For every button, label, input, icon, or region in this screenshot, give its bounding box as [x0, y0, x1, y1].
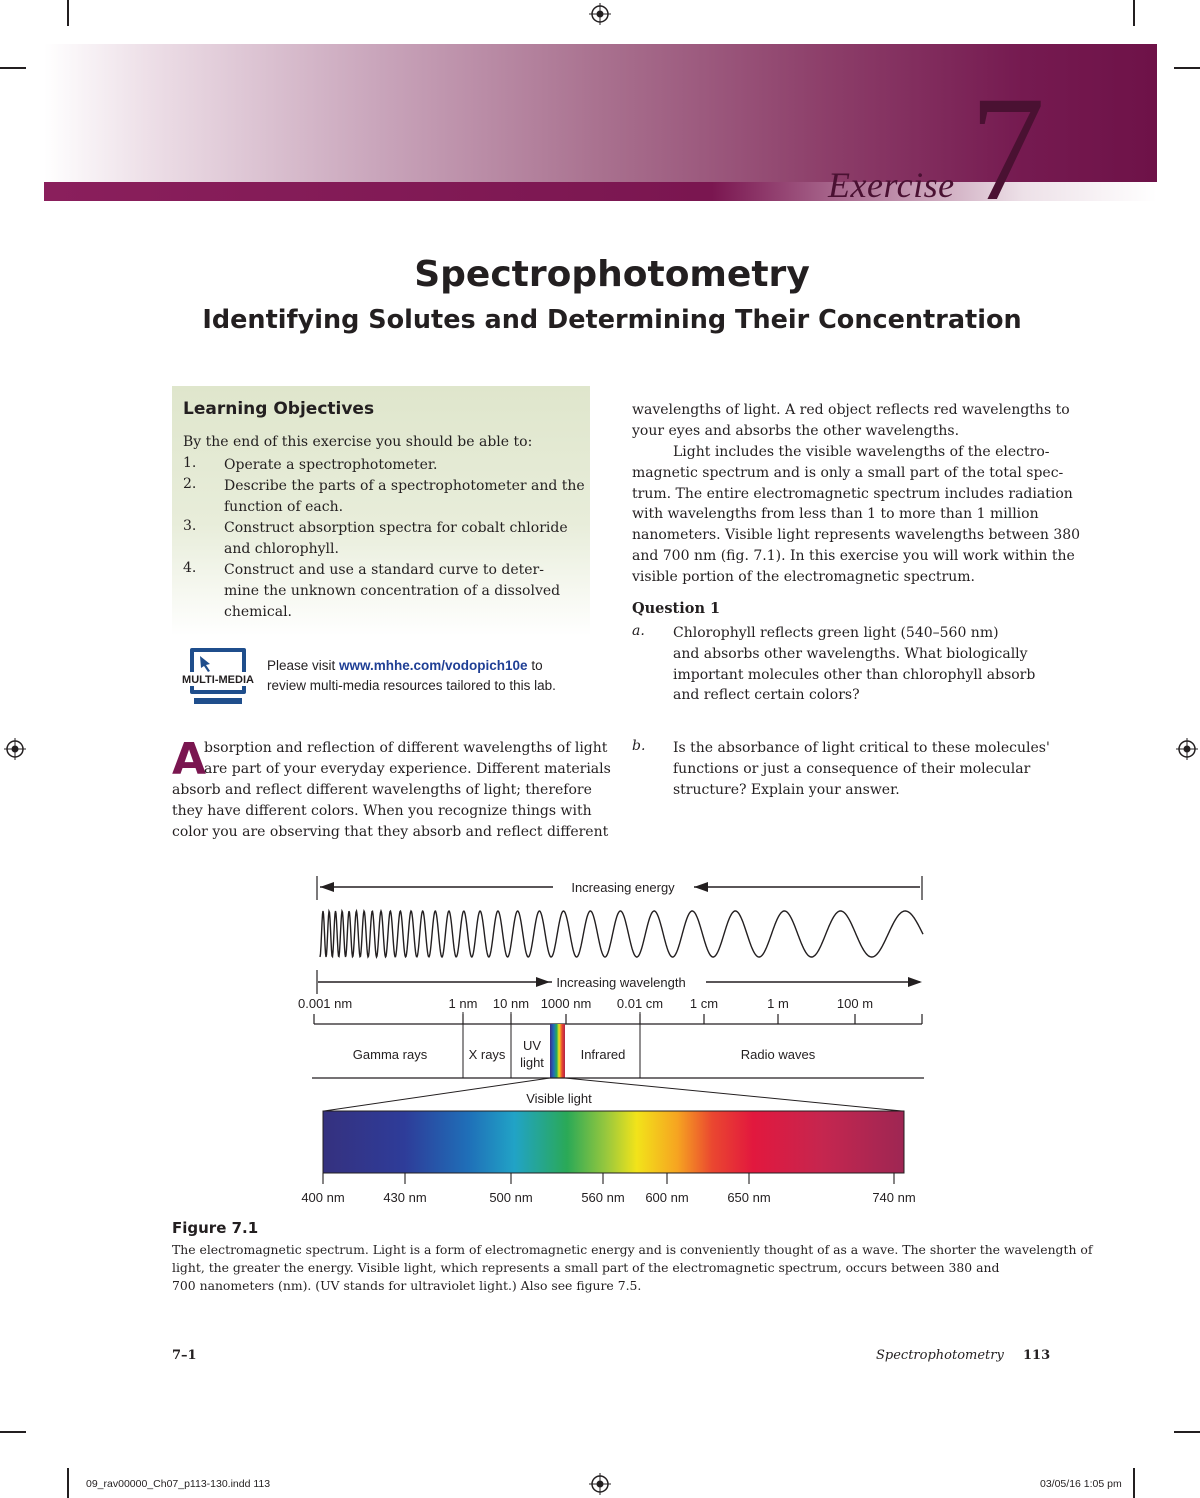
- running-head: Spectrophotometry: [876, 1348, 1004, 1363]
- visible-light-label: Visible light: [526, 1091, 592, 1106]
- visible-tick-label: 400 nm: [301, 1190, 345, 1205]
- objective-line: function of each.: [224, 498, 344, 515]
- scale-tick-label: 1 nm: [448, 996, 478, 1011]
- objective-number: 2.: [183, 476, 197, 492]
- question-line: functions or just a consequence of their molecular: [673, 760, 1031, 777]
- objective-number: 1.: [183, 455, 197, 471]
- objective-line: and chlorophyll.: [224, 540, 339, 557]
- scale-tick-label: 1 m: [767, 996, 789, 1011]
- crop-mark: [1174, 1431, 1200, 1433]
- objective-item: [224, 560, 560, 622]
- zoom-line: [324, 1078, 550, 1111]
- visible-tick-label: 430 nm: [383, 1190, 427, 1205]
- question-line: Is the absorbance of light critical to these molecules': [673, 740, 1050, 756]
- crop-mark: [1174, 67, 1200, 69]
- crop-mark: [67, 0, 69, 26]
- objective-line: mine the unknown concentration of a dissolved: [224, 582, 561, 599]
- zoom-line: [565, 1078, 902, 1111]
- wavelength-arrowhead: [908, 977, 922, 987]
- region-label-uv-light: light: [520, 1055, 544, 1070]
- figure-label: Figure 7.1: [172, 1219, 259, 1237]
- registration-mark-icon: [4, 738, 26, 760]
- scale-tick-label: 0.01 cm: [616, 996, 664, 1011]
- energy-label: Increasing energy: [571, 880, 675, 895]
- region-label-gamma: Gamma rays: [352, 1047, 428, 1062]
- multimedia-link[interactable]: www.mhhe.com/vodopich10e: [339, 658, 528, 673]
- multimedia-line2: review multi-media resources tailored to this lab.: [267, 677, 556, 693]
- electromagnetic-spectrum-figure: [290, 866, 935, 1206]
- energy-arrowhead: [320, 882, 334, 892]
- objective-line: chemical.: [224, 603, 293, 620]
- crop-mark: [1133, 0, 1135, 26]
- multimedia-text-after: to: [527, 658, 543, 673]
- region-label-radio: Radio waves: [740, 1047, 816, 1062]
- body-line: with wavelengths from less than 1 to more than 1 million: [632, 506, 1039, 523]
- slug-file: 09_rav00000_Ch07_p113-130.indd 113: [86, 1478, 271, 1490]
- question-line: important molecules other than chlorophyll absorb: [673, 666, 1036, 683]
- body-line: your eyes and absorbs the other wavelengths.: [632, 422, 960, 439]
- learning-objectives-intro: By the end of this exercise you should be able to:: [183, 434, 533, 450]
- question-label: a.: [632, 623, 645, 639]
- question-a: [673, 623, 1035, 706]
- objective-number: 3.: [183, 518, 197, 534]
- exercise-label: Exercise: [828, 165, 955, 205]
- objective-item: [224, 476, 585, 518]
- body-line: Light includes the visible wavelengths of the electro-: [673, 444, 1050, 460]
- scale-tick-label: 100 m: [836, 996, 874, 1011]
- crop-mark: [0, 1431, 26, 1433]
- right-paragraph-1: [632, 400, 1070, 442]
- caption-line: The electromagnetic spectrum. Light is a form of electromagnetic energy and is conveniently thought of as a wave. The shorter the wavelength of: [172, 1242, 1093, 1257]
- question-line: and reflect certain colors?: [673, 687, 860, 704]
- body-line: visible portion of the electromagnetic spectrum.: [632, 568, 975, 585]
- multimedia-text-before: Please visit: [267, 658, 340, 673]
- visible-tick-label: 500 nm: [489, 1190, 533, 1205]
- objective-item: [224, 455, 437, 476]
- visible-light-band: [550, 1024, 565, 1078]
- registration-mark-icon: [589, 1473, 611, 1495]
- crop-mark: [0, 67, 26, 69]
- visible-spectrum-bar: [323, 1111, 904, 1173]
- folio-left: 7–1: [172, 1348, 197, 1363]
- scale-tick-label: 0.001 nm: [298, 996, 353, 1011]
- caption-line: light, the greater the energy. Visible light, which represents a small part of the electromagnetic spectrum, occurs between 380 and: [172, 1260, 1000, 1275]
- scale-tick-label: 10 nm: [492, 996, 530, 1011]
- body-line: nanometers. Visible light represents wavelengths between 380: [632, 527, 1081, 544]
- intro-line: are part of your everyday experience. Different materials: [204, 760, 611, 777]
- wavelength-label: Increasing wavelength: [556, 975, 686, 990]
- right-paragraph-2: [632, 442, 1080, 588]
- question-b: [673, 738, 1050, 800]
- caption-line: 700 nanometers (nm). (UV stands for ultraviolet light.) Also see figure 7.5.: [172, 1278, 642, 1293]
- figure-caption: [172, 1241, 1093, 1295]
- body-line: trum. The entire electromagnetic spectrum includes radiation: [632, 485, 1073, 502]
- question-line: and absorbs other wavelengths. What biologically: [673, 645, 1028, 662]
- body-line: wavelengths of light. A red object reflects red wavelengths to: [632, 402, 1070, 418]
- exercise-number: 7: [970, 66, 1045, 232]
- slug-date: 03/05/16 1:05 pm: [1040, 1478, 1122, 1490]
- learning-objectives-heading: Learning Objectives: [183, 399, 375, 419]
- page-subtitle: Identifying Solutes and Determining Their Concentration: [202, 305, 1022, 335]
- intro-line: they have different colors. When you recognize things with: [172, 802, 592, 819]
- crop-mark: [67, 1468, 69, 1498]
- question-line: Chlorophyll reflects green light (540–560 nm): [673, 625, 999, 641]
- intro-line: bsorption and reflection of different wavelengths of light: [204, 740, 608, 756]
- page-title: Spectrophotometry: [414, 254, 810, 295]
- question-line: structure? Explain your answer.: [673, 781, 900, 798]
- multimedia-monitor-icon: [180, 646, 256, 708]
- intro-paragraph-body: [172, 780, 608, 842]
- objective-line: Construct and use a standard curve to deter-: [224, 562, 544, 578]
- visible-tick-label: 600 nm: [645, 1190, 689, 1205]
- region-label-infrared: Infrared: [580, 1047, 626, 1062]
- objective-line: Describe the parts of a spectrophotometer and the: [224, 478, 585, 494]
- visible-tick-label: 560 nm: [581, 1190, 625, 1205]
- objective-item: [224, 518, 568, 560]
- objective-line: Operate a spectrophotometer.: [224, 457, 438, 473]
- registration-mark-icon: [1176, 738, 1198, 760]
- region-label-xray: X rays: [468, 1047, 506, 1062]
- intro-line: color you are observing that they absorb and reflect different: [172, 823, 609, 840]
- question-label: b.: [632, 738, 646, 754]
- drop-cap: A: [172, 734, 207, 785]
- objective-line: Construct absorption spectra for cobalt chloride: [224, 520, 568, 536]
- visible-tick-label: 650 nm: [727, 1190, 771, 1205]
- intro-paragraph-head: [204, 738, 611, 780]
- scale-tick-label: 1000 nm: [540, 996, 592, 1011]
- body-line: and 700 nm (fig. 7.1). In this exercise you will work within the: [632, 547, 1075, 564]
- question-heading: Question 1: [632, 600, 721, 617]
- objective-number: 4.: [183, 560, 197, 576]
- multimedia-note: [267, 656, 587, 695]
- scale-tick-label: 1 cm: [689, 996, 719, 1011]
- region-label-uv: UV: [522, 1038, 542, 1053]
- multimedia-badge-text: MULTI-MEDIA: [182, 674, 254, 686]
- crop-mark: [1133, 1468, 1135, 1498]
- body-line: magnetic spectrum and is only a small part of the total spec-: [632, 464, 1064, 481]
- page-number: 113: [1023, 1348, 1051, 1363]
- intro-line: absorb and reflect different wavelengths of light; therefore: [172, 782, 592, 798]
- wave-line: [320, 911, 923, 957]
- energy-arrowhead: [694, 882, 708, 892]
- registration-mark-icon: [589, 3, 611, 25]
- visible-tick-label: 740 nm: [872, 1190, 916, 1205]
- wavelength-arrowhead: [536, 977, 550, 987]
